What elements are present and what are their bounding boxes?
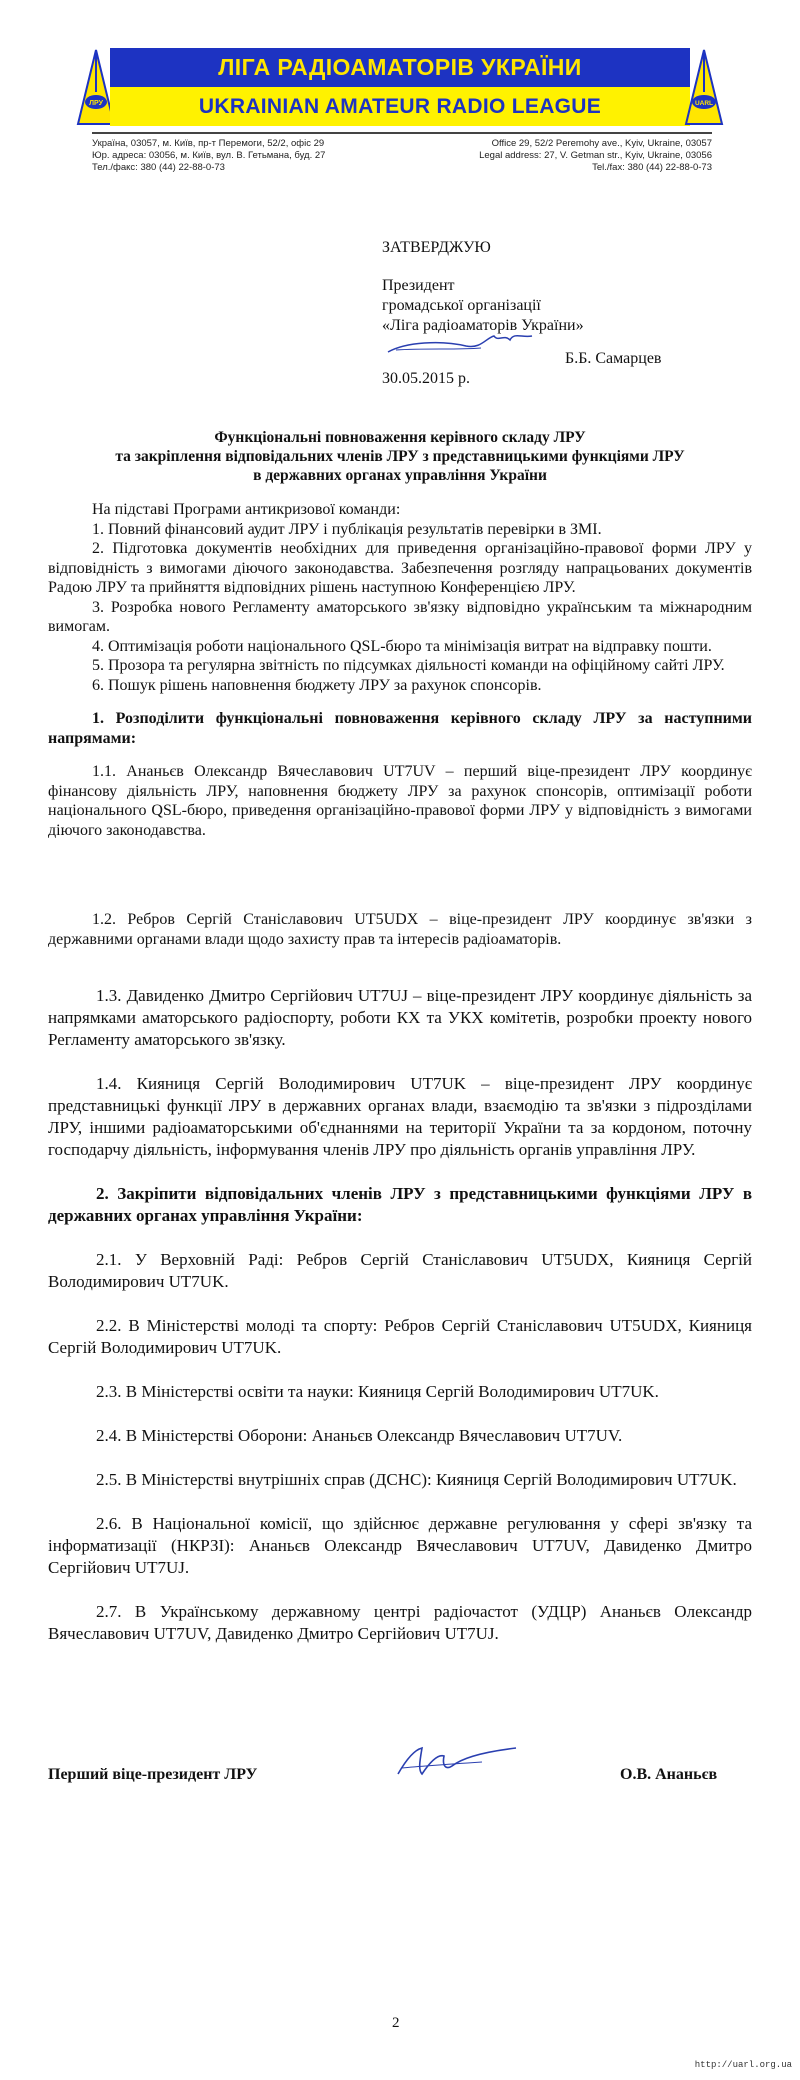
title-line: Функціональні повноваження керівного складу ЛРУ [214, 429, 586, 446]
address-ua-line: Тел./факс: 380 (44) 22-88-0-73 [92, 162, 225, 173]
section2-item: 2.2. В Міністерстві молоді та спорту: Ребров Сергій Станіславович UT5UDX, Кияниця Сергій Володимирович UT7UK. [48, 1316, 752, 1357]
section1-heading: 1. Розподілити функціональні повноваження керівного складу ЛРУ за наступними напрямами: [48, 710, 752, 747]
section2-item: 2.1. У Верховній Раді: Ребров Сергій Станіславович UT5UDX, Кияниця Сергій Володимирович UT7UK. [48, 1250, 752, 1291]
section1-item: 1.3. Давиденко Дмитро Сергійович UT7UJ – віце-президент ЛРУ координує діяльність за напрямками аматорського радіоспорту, роботи КХ та УКХ комітетів, розробки проекту нового Регламенту аматорського зв'язку. [48, 986, 752, 1049]
letterhead-band [110, 48, 690, 126]
section2-heading: 2. Закріпити відповідальних членів ЛРУ з представницькими функціями ЛРУ в державних органах управління України: [48, 1184, 752, 1225]
program-item: 4. Оптимізація роботи національного QSL-бюро та мінімізація витрат на відправку пошти. [92, 637, 712, 655]
intro-text: На підставі Програми антикризової команди: [92, 501, 401, 518]
uarl-logo-icon [684, 48, 724, 126]
letterhead-title-ua: ЛІГА РАДІОАМАТОРІВ УКРАЇНИ [110, 48, 690, 87]
approval-line: «Ліга радіоаматорів України» [382, 317, 584, 334]
letterhead-title-en: UKRAINIAN AMATEUR RADIO LEAGUE [110, 87, 690, 126]
approval-signer: Б.Б. Самарцев [565, 350, 662, 367]
program-item: 1. Повний фінансовий аудит ЛРУ і публікація результатів перевірки в ЗМІ. [92, 520, 602, 538]
section2-item: 2.3. В Міністерстві освіти та науки: Кияниця Сергій Володимирович UT7UK. [96, 1382, 659, 1401]
section1-item: 1.1. Ананьєв Олександр Вячеславович UT7UV – перший віце-президент ЛРУ координує фінансову діяльність ЛРУ, наповнення бюджету ЛРУ за рахунок спонсорів, оптимізації роботи національного QSL-бюро, приведення організаційно-правової форми ЛРУ у відповідність з вимогами діючого законодавства. [48, 763, 752, 839]
section2-item: 2.5. В Міністерстві внутрішніх справ (ДСНС): Кияниця Сергій Володимирович UT7UK. [96, 1470, 737, 1489]
approval-heading: ЗАТВЕРДЖУЮ [382, 239, 491, 256]
svg-text:ЛРУ: ЛРУ [89, 100, 103, 107]
program-item: 6. Пошук рішень наповнення бюджету ЛРУ за рахунок спонсорів. [92, 676, 542, 694]
program-item: 3. Розробка нового Регламенту аматорського зв'язку відповідно українським та міжнародним вимогам. [48, 598, 752, 635]
section1-item: 1.2. Ребров Сергій Станіславович UT5UDX – віце-президент ЛРУ координує зв'язки з державними органами влади щодо захисту прав та інтересів радіоаматорів. [48, 911, 752, 948]
approval-date: 30.05.2015 р. [382, 370, 470, 387]
program-item: 2. Підготовка документів необхідних для приведення організаційно-правової форми ЛРУ у відповідність з вимогами діючого законодавства. Забезпечення розгляду напрацьованих документів Радою ЛРУ та прийняття відповідних рішень наступною Конференцією ЛРУ. [48, 540, 752, 596]
section-continued [48, 985, 752, 1667]
letterhead-divider [92, 132, 712, 134]
title-line: в державних органах управління України [253, 467, 547, 484]
address-en-line: Office 29, 52/2 Peremohy ave., Kyiv, Ukraine, 03057 [491, 138, 712, 149]
document-title [40, 428, 760, 485]
vice-president-signature [392, 1740, 522, 1784]
section2-item: 2.7. В Українському державному центрі радіочастот (УДЦР) Ананьєв Олександр Вячеславович UT7UV, Давиденко Дмитро Сергійович UT7UJ. [48, 1602, 752, 1643]
section2-item: 2.4. В Міністерстві Оборони: Ананьєв Олександр Вячеславович UT7UV. [96, 1426, 623, 1445]
svg-text:UARL: UARL [694, 100, 714, 107]
address-en-line: Tel./fax: 380 (44) 22-88-0-73 [592, 162, 712, 173]
title-line: та закріплення відповідальних членів ЛРУ з представницькими функціями ЛРУ [115, 448, 685, 465]
address-ua-line: Юр. адреса: 03056, м. Київ, вул. В. Гетьмана, буд. 27 [92, 150, 326, 161]
address-ua [92, 138, 325, 174]
page-number: 2 [392, 2015, 400, 2031]
approval-block [382, 238, 584, 336]
approval-line: громадської організації [382, 297, 541, 314]
closing-name: О.В. Ананьєв [620, 1766, 718, 1783]
section2-item: 2.6. В Національної комісії, що здійснює державне регулювання у сфері зв'язку та інформатизації (НКРЗІ): Ананьєв Олександр Вячеславович UT7UV, Давиденко Дмитро Сергійович UT7UJ. [48, 1514, 752, 1577]
program-section [48, 500, 752, 840]
approval-line: Президент [382, 277, 455, 294]
section1-item-clipped [48, 910, 752, 948]
address-en-line: Legal address: 27, V. Getman str., Kyiv, Ukraine, 03056 [479, 150, 712, 161]
closing-position: Перший віце-президент ЛРУ [48, 1766, 258, 1783]
section1-item: 1.4. Кияниця Сергій Володимирович UT7UK – віце-президент ЛРУ координує представницькі функції ЛРУ в державних органах влади, взаємодію та зв'язки з підрозділами ЛРУ, іншими радіоаматорськими об'єднаннями на території України та за кордоном, поточну господарчу діяльність, інформування членів ЛРУ про діяльність органів управління ЛРУ. [48, 1074, 752, 1159]
president-signature [386, 328, 536, 358]
address-ua-line: Україна, 03057, м. Київ, пр-т Перемоги, 52/2, офіс 29 [92, 138, 325, 149]
footer-url: http://uarl.org.ua [694, 2060, 792, 2070]
address-en [452, 138, 712, 174]
program-item: 5. Прозора та регулярна звітність по підсумках діяльності команди на офіційному сайті ЛРУ. [92, 657, 725, 674]
